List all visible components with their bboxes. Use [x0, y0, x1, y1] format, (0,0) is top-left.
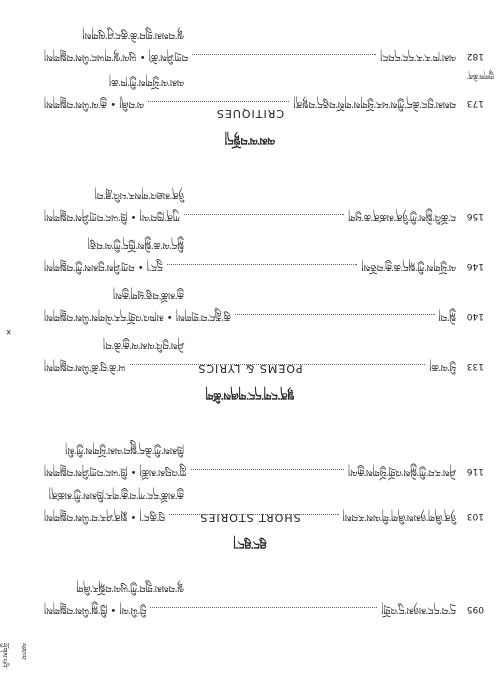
entry-author: ཀུན་ཁྱབ་ལ། • ཁྲི་ཡང་བཀྲ་ཤིས་བསྒྲགས། — [44, 211, 180, 222]
dot-leader — [148, 101, 289, 103]
entry-author: ཆུ་རླུང་བ་གྲགས། • མཁའ་འགྲོ་དར་ལེགས་ཡིས་བསྒྲགས། — [44, 311, 231, 322]
entry-author: ཀླུ་འབུམ་མཚོ། • ཁྲི་ཡང་བཀྲ་ཤིས་བསྒྲགས། — [44, 466, 187, 477]
dot-leader — [184, 214, 344, 216]
entry-title: དྲ་བ་དང་མཉམ་དུ་འགྲོ། — [381, 604, 456, 615]
page-number: 182 — [466, 51, 484, 61]
entry-title: ལམ་ཁ་ར་ར་དང་དབང། — [380, 51, 456, 62]
entry-author: བྱི་ཡི་ལ། • ཁྱི་སྐྱ་ཡིས་བསྒྲགས། — [44, 604, 147, 615]
page-number: 173 — [466, 98, 484, 108]
section-title-tibetan: ལམ་ལ་བསྟོད། — [224, 134, 276, 147]
running-head-left: ཁྱུགས་ཆེན་ — [466, 72, 494, 80]
page-number: 140 — [466, 311, 484, 321]
entry-author: བུ་ཆུང་། • སྨན་ཤར་བ་ཡིས་བསྒྲགས། — [44, 511, 166, 522]
entry-author: ལ་བཞི། • རྒྱ་ལ་ཡིས་བསྒྲགས། — [44, 98, 145, 109]
dot-leader — [150, 607, 377, 609]
entry-subtitle: ལམ་ལ་ཕྱོགས་ཀྱི་ཁ་ཆ། — [109, 76, 184, 87]
dot-leader — [192, 54, 376, 56]
dot-leader — [167, 264, 358, 266]
section-title-english: CRITIQUES — [215, 107, 285, 120]
dot-leader — [191, 469, 344, 471]
toc-entry — [44, 571, 484, 621]
entry-author: བཀྲ་ཤིས་ཚེ། • ཡུལ་ལྷ་གཡང་ཡིས་བསྒྲགས། — [44, 51, 189, 62]
entry-title: ལ་ཕྱོགས་ཀྱི་སྐད་ཆ་རྒྱ་བཅོས། — [361, 261, 456, 272]
section-title-english: SHORT STORIES — [199, 511, 301, 524]
section-title-english: POEMS & LYRICS — [197, 362, 303, 375]
toc-entry — [44, 278, 484, 328]
toc-entry — [44, 178, 484, 228]
page-number: 095 — [466, 604, 484, 614]
entry-title: ཉིན་ཞིག་ཉམས་ཞིག་གི་ལས་རབས། — [342, 511, 456, 522]
section-title-tibetan: སྙན་ངག་དང་གཞས་ཚིག — [205, 389, 295, 402]
entry-author: དྲུང་། • བཀྲ་ཤིས་བྱམས་ཀྱི་བསྒྲགས། — [44, 261, 163, 272]
entry-subtitle: སྐྱིད་ལ་ཆ་སྐྱེས་ཁྱོད་ཀྱི་ལ་བཅུ། — [87, 239, 184, 250]
running-head-right: ལམ་ལ་ཕྱོགས་པའི་ — [0, 643, 27, 669]
page-mark: x — [6, 328, 11, 337]
page-number: 146 — [466, 261, 484, 271]
entry-subtitle: རྒྱ་མཚོ་དང་ཀ་བ་རྒྱ་གར་ཁྲིམས་ཀྱི་མཚན། — [48, 489, 184, 500]
entry-title: སྐྱེ་བ། — [438, 311, 456, 322]
toc-entry — [44, 328, 484, 378]
section-title-tibetan: ཐུང་ཐུང་། — [233, 538, 267, 551]
page-number: 133 — [466, 361, 484, 371]
entry-title: ང་ཚོའི་སྐྱེས་ཀྱི་ཉིན་མཚན་ཆ་ཕྱག — [348, 211, 456, 222]
entry-subtitle: ལྷ་བསམ་གྲུབ་ཀྱི་ཡུལ་བསྐོར་ཞིག — [76, 582, 184, 593]
entry-subtitle: ལྷ་བསམ་གྲུབ་ཆེ་ཆུང་ཤུ་ལུགས། — [82, 29, 184, 40]
entry-subtitle: རྒྱ་མཚོ་བཅུ་ཕྲག་རྒྱས། — [112, 289, 184, 300]
page-number: 156 — [466, 211, 484, 221]
toc-entry — [44, 65, 484, 115]
toc-entry — [44, 18, 484, 68]
toc-entry — [44, 433, 484, 483]
toc-entry — [44, 478, 484, 528]
entry-author: ཡ་ཆེ་བུ་ཚེ་ཡིས་བསྒྲགས། — [44, 361, 126, 372]
entry-title: ཤེས་རབ་ཀྱི་སྐྱེས་འགྲོ་ཕྱོགས་རྒྱལ། — [348, 466, 456, 477]
page-number: 103 — [466, 511, 484, 521]
entry-title: ཕྱི་ལ་ཆ། — [429, 361, 456, 372]
entry-subtitle: ཤེས་བྱའི་ལམ་ལ་རྒྱ་ཆེ་བ། — [103, 339, 184, 350]
dot-leader — [130, 364, 426, 366]
entry-subtitle: ཉིན་མཐའ་གསར་པའི་ཟླ་བ། — [94, 189, 184, 200]
toc-entry — [44, 228, 484, 278]
page-number: 116 — [466, 466, 484, 476]
dot-leader — [169, 514, 338, 516]
dot-leader — [235, 314, 435, 316]
entry-title: བསམ་བྱང་ཆེད་ཀྱིས་ཕར་ཕྱོགས་གསོ་བཅུད་བསྟན། — [293, 98, 456, 109]
entry-subtitle: ཁྲིམས་ཀྱི་ཆེད་སྒྲུབ་ལམ་ཕྱོགས་ཀྱི་མི། — [65, 444, 184, 455]
